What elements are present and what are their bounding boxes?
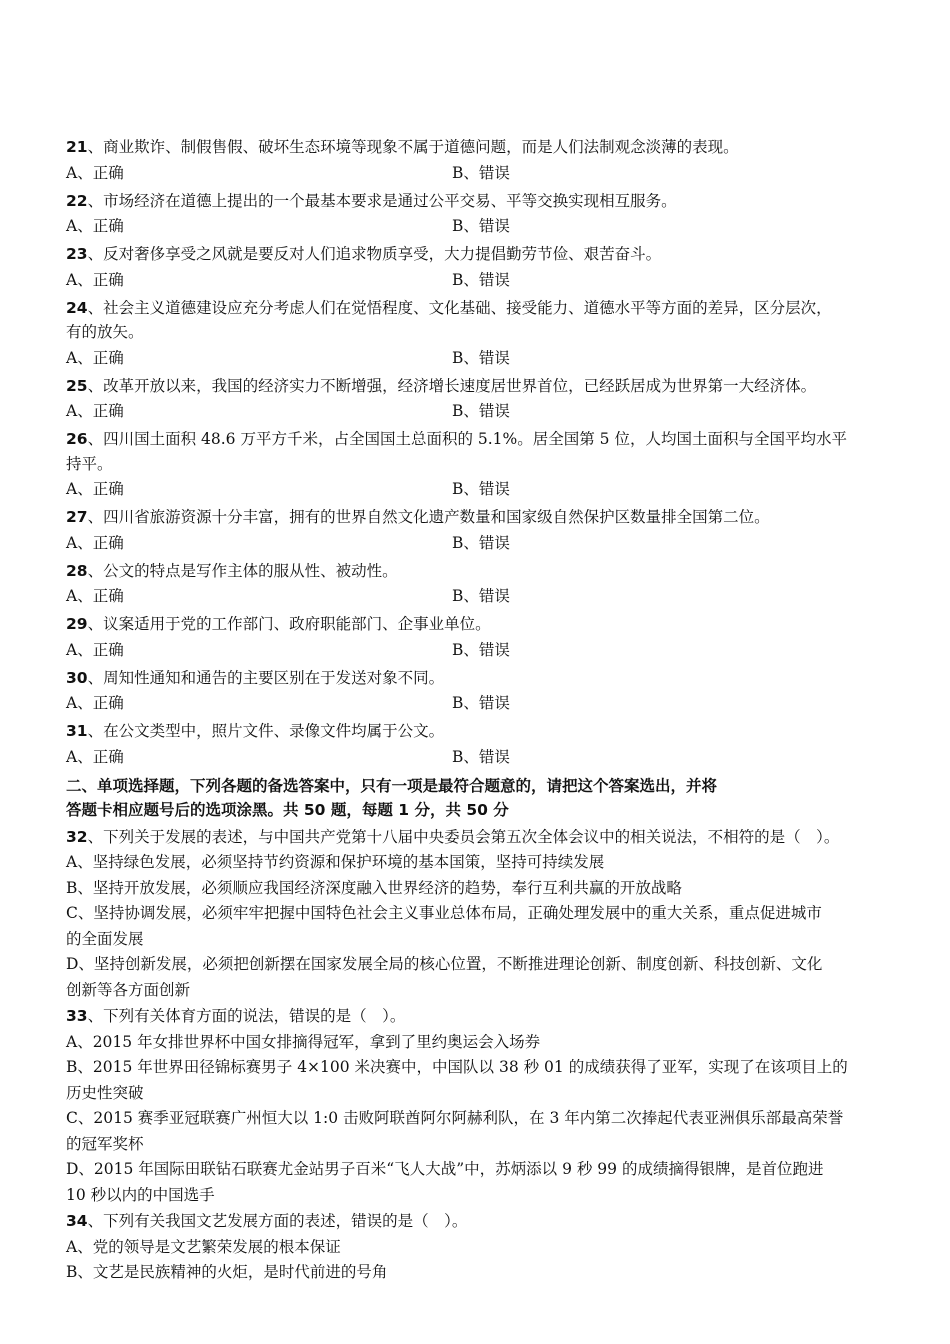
- option-text-continued: 的冠军奖杯: [66, 1134, 144, 1153]
- question-text: [66, 135, 896, 160]
- option-b[interactable]: B、错误: [452, 587, 510, 605]
- option-a[interactable]: A、正确: [66, 348, 124, 367]
- answer-option[interactable]: [66, 1157, 896, 1207]
- question-item: [66, 825, 896, 1003]
- document-page: [66, 133, 896, 1286]
- question-number: 21: [66, 138, 88, 156]
- question-body: 、下列有关体育方面的说法，错误的是（ ）。: [87, 1007, 406, 1025]
- question-text: [66, 719, 896, 744]
- question-item: [66, 135, 896, 187]
- question-number: 32: [66, 827, 88, 846]
- question-item: [66, 1004, 896, 1207]
- question-body: 、在公文类型中，照片文件、录像文件均属于公文。: [87, 722, 445, 740]
- answer-options: [66, 744, 896, 771]
- option-b[interactable]: B、错误: [452, 480, 510, 498]
- option-text-continued: 历史性突破: [66, 1083, 144, 1102]
- section-heading: [66, 774, 896, 823]
- question-item: [66, 559, 896, 611]
- answer-option[interactable]: [66, 1235, 896, 1260]
- question-body: 、周知性通知和通告的主要区别在于发送对象不同。: [87, 668, 445, 687]
- option-b[interactable]: B、错误: [452, 163, 510, 182]
- answer-option[interactable]: [66, 1260, 896, 1285]
- question-number: 22: [66, 191, 88, 210]
- option-text: A、2015 年女排世界杯中国女排摘得冠军，拿到了里约奥运会入场券: [66, 1032, 541, 1051]
- question-text: [66, 825, 896, 850]
- question-number: 24: [66, 298, 88, 317]
- question-body: 、下列有关我国文艺发展方面的表述，错误的是（ ）。: [87, 1212, 468, 1230]
- question-body: 、四川省旅游资源十分丰富，拥有的世界自然文化遗产数量和国家级自然保护区数量排全国第二位。: [87, 508, 770, 526]
- question-number: 26: [66, 430, 88, 448]
- question-text: [66, 612, 896, 637]
- option-a[interactable]: A、正确: [66, 480, 124, 498]
- option-text-continued: 的全面发展: [66, 929, 144, 948]
- question-body: 、下列关于发展的表述，与中国共产党第十八届中央委员会第五次全体会议中的相关说法，不相符的是（ ）。: [87, 827, 840, 846]
- question-body: 、市场经济在道德上提出的一个最基本要求是通过公平交易、平等交换实现相互服务。: [87, 191, 677, 210]
- answer-options: [66, 267, 896, 294]
- section-heading-line-1: 二、单项选择题，下列各题的备选答案中，只有一项是最符合题意的，请把这个答案选出，并将: [66, 776, 718, 795]
- question-item: [66, 374, 896, 426]
- question-body: 、社会主义道德建设应充分考虑人们在觉悟程度、文化基础、接受能力、道德水平等方面的差异，区分层次，: [87, 298, 832, 317]
- question-text: [66, 1004, 896, 1029]
- question-text: [66, 374, 896, 399]
- question-body: 、四川国土面积 48.6 万平方千米，占全国国土总面积的 5.1%。居全国第 5 位，人均国土面积与全国平均水平: [87, 430, 847, 448]
- answer-options: [66, 530, 896, 557]
- answer-option[interactable]: [66, 952, 896, 1002]
- question-item: [66, 427, 896, 503]
- question-number: 28: [66, 561, 88, 580]
- section-heading-line-2: 答题卡相应题号后的选项涂黑。共 50 题，每题 1 分，共 50 分: [66, 801, 509, 819]
- question-item: [66, 505, 896, 557]
- option-text-continued: 10 秒以内的中国选手: [66, 1185, 215, 1204]
- question-item: [66, 189, 896, 241]
- option-b[interactable]: B、错误: [452, 402, 510, 420]
- question-text: [66, 559, 896, 584]
- question-text: [66, 189, 896, 214]
- option-text: B、坚持开放发展，必须顺应我国经济深度融入世界经济的趋势，奉行互利共赢的开放战略: [66, 878, 682, 897]
- answer-options: [66, 213, 896, 240]
- answer-option[interactable]: [66, 1030, 896, 1055]
- question-body: 、改革开放以来，我国的经济实力不断增强，经济增长速度居世界首位，已经跃居成为世界第一大经济体。: [87, 376, 817, 395]
- answer-option[interactable]: [66, 850, 896, 875]
- answer-options: [66, 398, 896, 425]
- true-false-section: [66, 135, 896, 771]
- option-b[interactable]: B、错误: [452, 694, 510, 712]
- answer-options: [66, 160, 896, 187]
- option-a[interactable]: A、正确: [66, 694, 124, 712]
- answer-option[interactable]: [66, 1106, 896, 1156]
- option-text: B、文艺是民族精神的火炬，是时代前进的号角: [66, 1263, 388, 1281]
- question-number: 33: [66, 1007, 88, 1025]
- question-text-continued: 有的放矢。: [66, 323, 144, 341]
- answer-options: [66, 476, 896, 503]
- option-a[interactable]: A、正确: [66, 533, 124, 552]
- option-text: D、坚持创新发展，必须把创新摆在国家发展全局的核心位置，不断推进理论创新、制度创新、科技创新、文化: [66, 955, 823, 973]
- question-item: [66, 242, 896, 294]
- question-number: 34: [66, 1212, 88, 1230]
- question-text: [66, 296, 896, 321]
- question-number: 31: [66, 722, 88, 740]
- answer-options: [66, 345, 896, 372]
- question-number: 27: [66, 508, 88, 526]
- option-b[interactable]: B、错误: [452, 640, 510, 659]
- option-b[interactable]: B、错误: [452, 348, 510, 367]
- question-text: [66, 427, 896, 452]
- answer-option[interactable]: [66, 901, 896, 951]
- question-text: [66, 1209, 896, 1234]
- option-b[interactable]: B、错误: [452, 747, 510, 766]
- question-number: 30: [66, 668, 88, 687]
- question-item: [66, 1209, 896, 1285]
- question-text: [66, 242, 896, 267]
- option-a[interactable]: A、正确: [66, 587, 124, 605]
- option-text: A、党的领导是文艺繁荣发展的根本保证: [66, 1237, 341, 1256]
- question-body: 、商业欺诈、制假售假、破坏生态环境等现象不属于道德问题，而是人们法制观念淡薄的表现。: [87, 138, 739, 156]
- question-body: 、反对奢侈享受之风就是要反对人们追求物质享受，大力提倡勤劳节俭、艰苦奋斗。: [87, 245, 662, 263]
- question-body: 、议案适用于党的工作部门、政府职能部门、企事业单位。: [87, 615, 491, 633]
- option-a[interactable]: A、正确: [66, 402, 124, 420]
- option-text: D、2015 年国际田联钻石联赛尤金站男子百米“飞人大战”中，苏炳添以 9 秒 99 的成绩摘得银牌，是首位跑进: [66, 1160, 824, 1178]
- question-text: [66, 505, 896, 530]
- answer-options: [66, 583, 896, 610]
- question-number: 23: [66, 245, 88, 263]
- option-a[interactable]: A、正确: [66, 163, 124, 182]
- question-text: [66, 666, 896, 691]
- answer-options: [66, 690, 896, 717]
- question-item: [66, 666, 896, 718]
- option-a[interactable]: A、正确: [66, 640, 124, 659]
- answer-option[interactable]: [66, 1055, 896, 1105]
- option-text: A、坚持绿色发展，必须坚持节约资源和保护环境的基本国策，坚持可持续发展: [66, 853, 605, 871]
- option-text: C、坚持协调发展，必须牢牢把握中国特色社会主义事业总体布局，正确处理发展中的重大关系，重点促进城市: [66, 904, 822, 922]
- question-number: 29: [66, 615, 88, 633]
- option-b[interactable]: B、错误: [452, 270, 510, 289]
- question-item: [66, 612, 896, 664]
- option-b[interactable]: B、错误: [452, 217, 510, 235]
- option-text: C、2015 赛季亚冠联赛广州恒大以 1:0 击败阿联酋阿尔阿赫利队，在 3 年内第二次捧起代表亚洲俱乐部最高荣誉: [66, 1109, 844, 1127]
- question-item: [66, 719, 896, 771]
- option-text-continued: 创新等各方面创新: [66, 980, 191, 999]
- multiple-choice-section: [66, 825, 896, 1285]
- option-a[interactable]: A、正确: [66, 217, 124, 235]
- question-text-continued: 持平。: [66, 454, 113, 473]
- question-item: [66, 296, 896, 372]
- question-number: 25: [66, 376, 88, 395]
- option-b[interactable]: B、错误: [452, 533, 510, 552]
- option-a[interactable]: A、正确: [66, 747, 124, 766]
- option-a[interactable]: A、正确: [66, 270, 124, 289]
- answer-option[interactable]: [66, 876, 896, 901]
- option-text: B、2015 年世界田径锦标赛男子 4×100 米决赛中，中国队以 38 秒 01 的成绩获得了亚军，实现了在该项目上的: [66, 1058, 848, 1076]
- question-body: 、公文的特点是写作主体的服从性、被动性。: [87, 561, 398, 580]
- answer-options: [66, 637, 896, 664]
